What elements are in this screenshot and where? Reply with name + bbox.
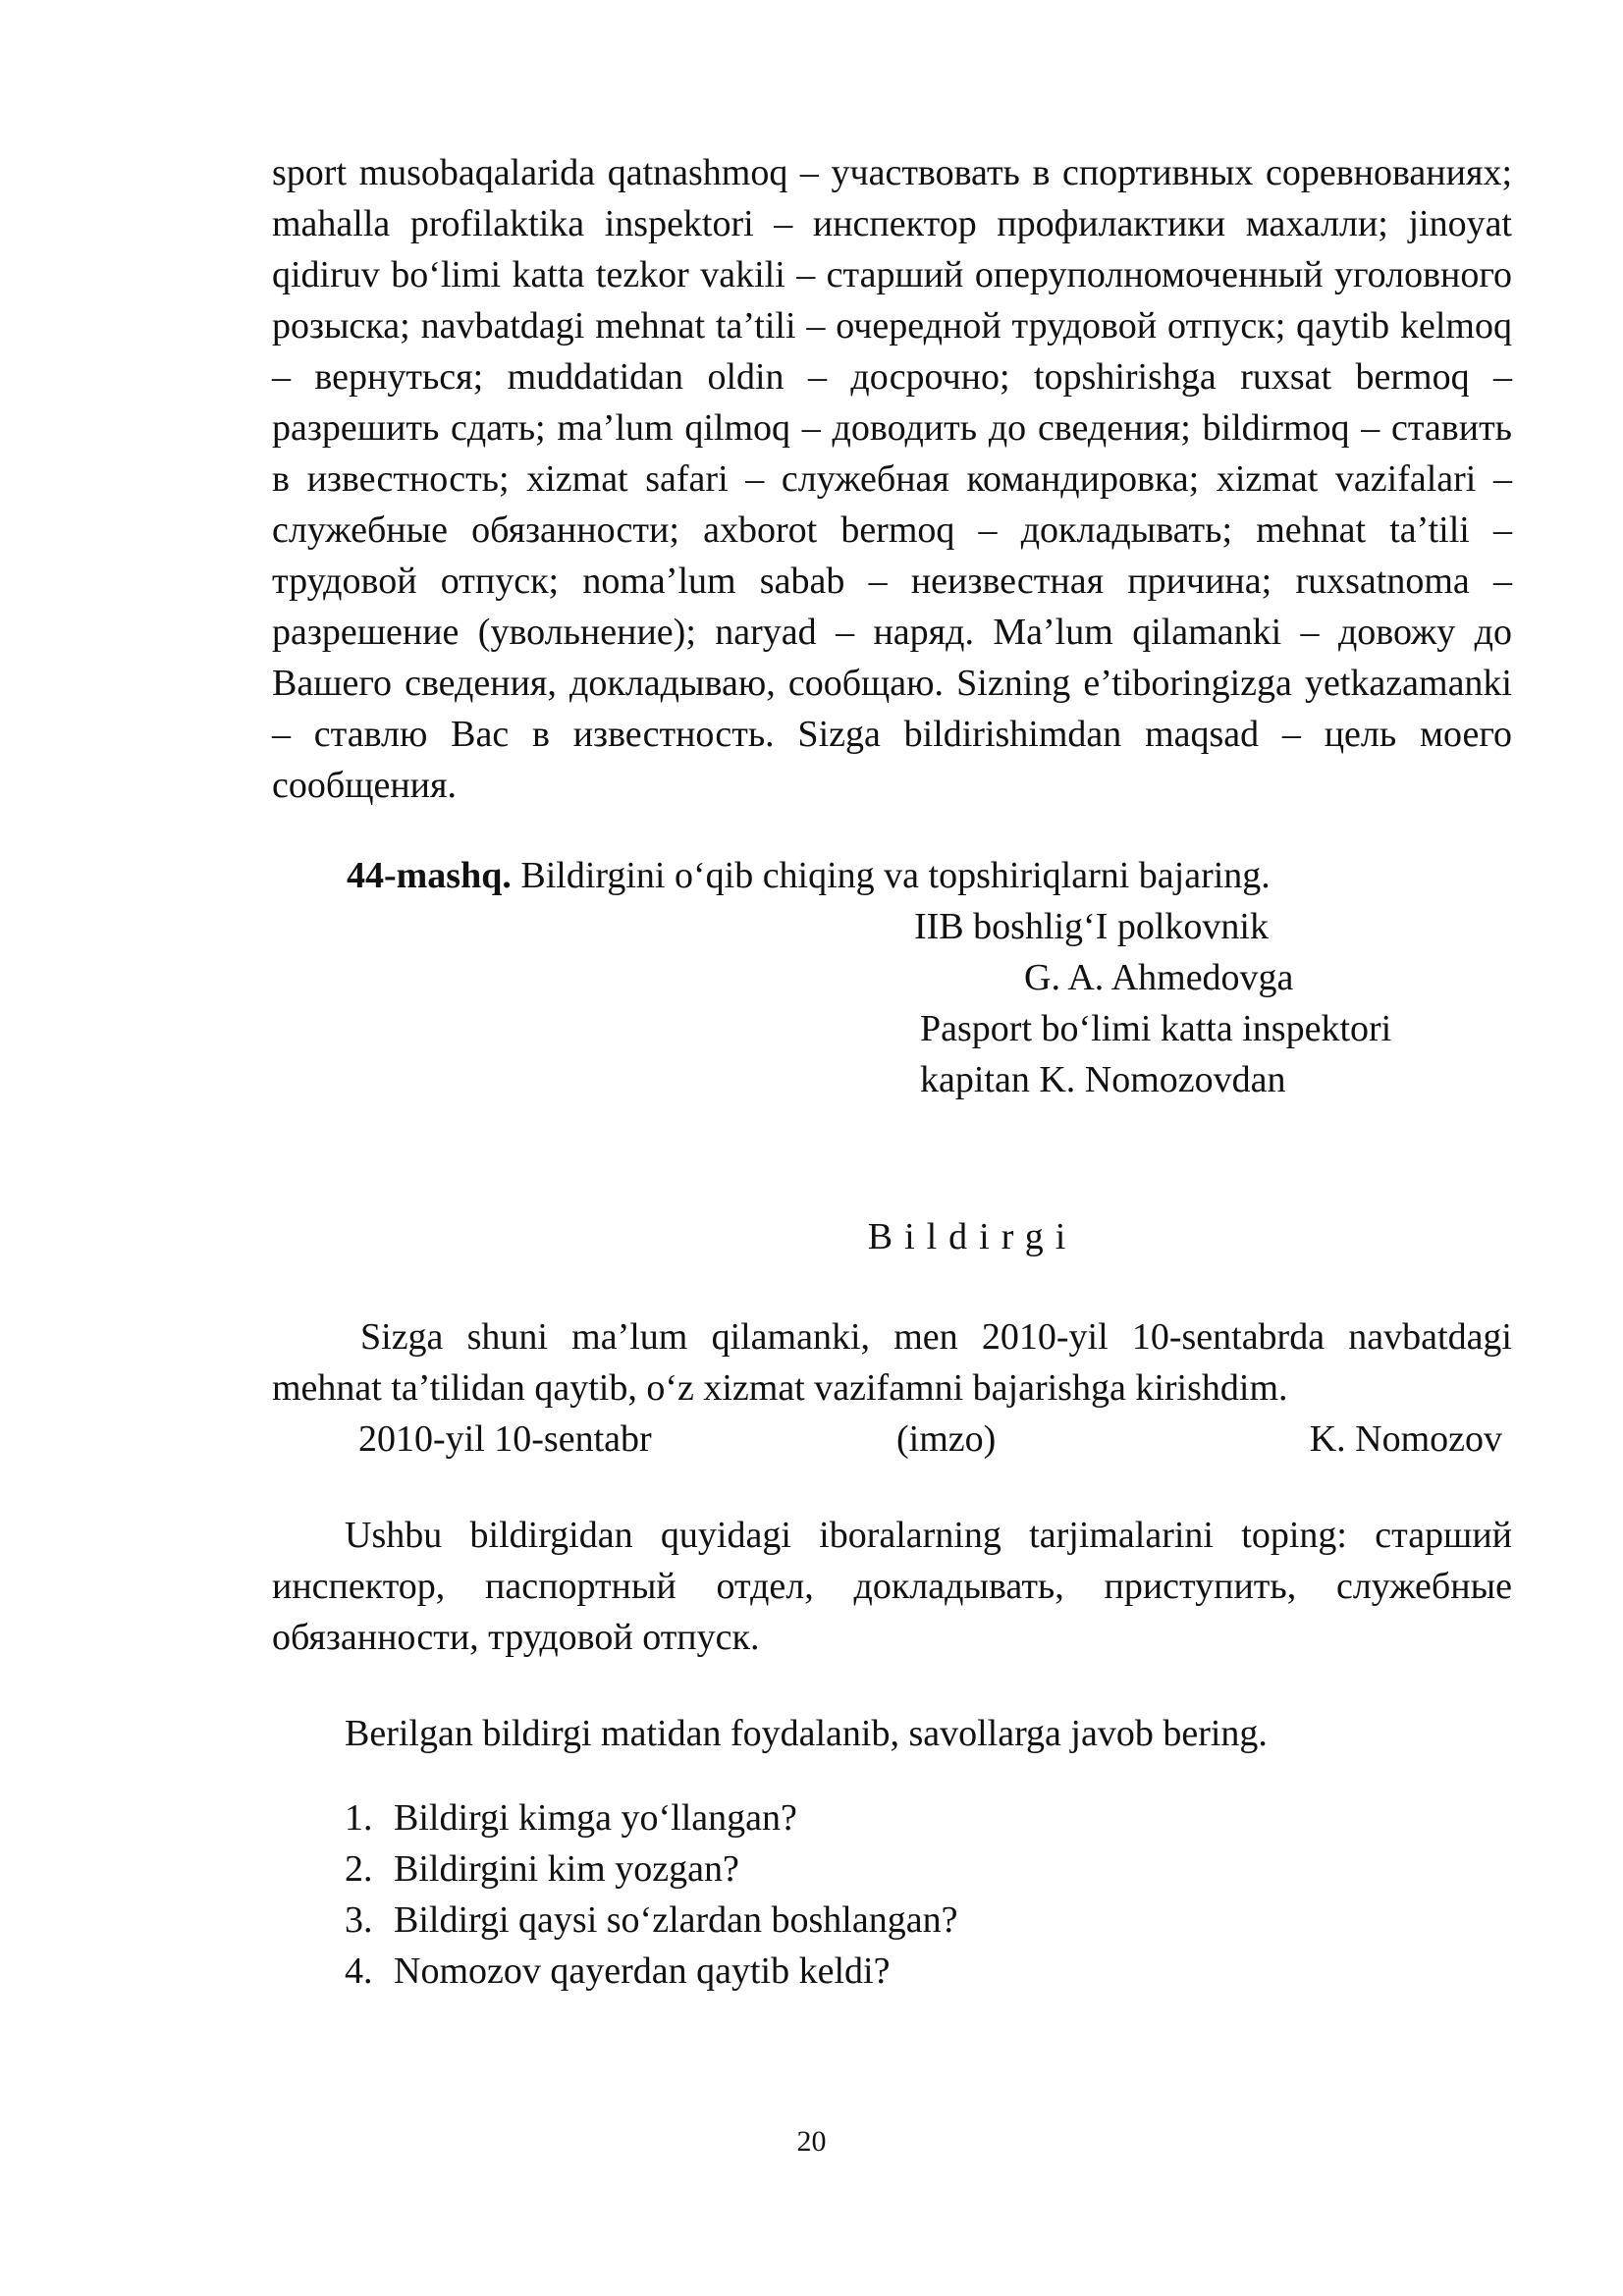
vocabulary-paragraph: sport musobaqalarida qatnashmoq – участвовать в спортивных соревнованиях; mahalla profilaktika inspektori – инспектор профилактики махалли; jinoyat qidiruv bo‘limi katta tezkor vakili – старший оперуполномоченный уголовного розыска; navbatdagi mehnat ta’tili – очередной трудовой отпуск; qaytib kelmoq – вернуться; muddatidan oldin – досрочно; topshirishga ruxsat bermoq – разрешить сдать; ma’lum qilmoq – доводить до сведения; bildirmoq – ставить в известность; xizmat safari – служебная командировка; xizmat vazifalari – служебные обязанности; axborot bermoq – докладывать; mehnat ta’tili – трудовой отпуск; noma’lum sabab – неизвестная причина; ruxsatnoma – разрешение (увольнение); naryad – наряд. Ma’lum qilamanki – довожу до Вашего сведения, докладываю, сообщаю. Sizning e’tiboringizga yetkazamanki – ставлю Вас в известность. Sizga bildirishimdan maqsad – цель моего сообщения.	[272, 152, 1512, 806]
addressee-line-3: Pasport bo‘limi katta inspektori	[920, 1008, 1392, 1049]
question-text: Nomozov qayerdan qaytib keldi?	[394, 1950, 891, 1992]
question-text: Bildirgi kimga yo‘llangan?	[394, 1797, 797, 1839]
list-item	[345, 1792, 1512, 1843]
exercise-number: 44-mashq.	[347, 855, 512, 896]
page-content	[272, 147, 1512, 1997]
list-item	[345, 1843, 1512, 1895]
document-body: Sizga shuni ma’lum qilamanki, men 2010-yil 10-sentabrda navbatdagi mehnat ta’tilidan qaytib, o‘z xizmat vazifamni bajarishga kirishdim.	[272, 1316, 1512, 1409]
document-title: Bildirgi	[867, 1216, 1078, 1257]
page-number: 20	[796, 2125, 827, 2158]
exercise-instruction: Bildirgini o‘qib chiqing va topshiriqlarni bajaring.	[520, 855, 1271, 896]
addressee-line-2: G. A. Ahmedovga	[1024, 957, 1294, 998]
signature-row	[272, 1414, 1512, 1465]
signature-placeholder: (imzo)	[896, 1418, 997, 1460]
addressee-line-4: kapitan K. Nomozovdan	[920, 1059, 1286, 1100]
question-text: Bildirgi qaysi so‘zlardan boshlangan?	[394, 1899, 958, 1941]
question-number: 3.	[345, 1899, 373, 1941]
task-translation: Ushbu bildirgidan quyidagi iboralarning tarjimalarini toping: старший инспектор, паспортный отдел, докладывать, приступить, служебные обязанности, трудовой отпуск.	[272, 1515, 1512, 1658]
signer-name: K. Nomozov	[1309, 1418, 1502, 1460]
questions-list	[272, 1792, 1512, 1997]
document-date: 2010-yil 10-sentabr	[358, 1418, 652, 1460]
question-number: 4.	[345, 1950, 373, 1992]
question-number: 2.	[345, 1848, 373, 1890]
question-number: 1.	[345, 1797, 373, 1839]
task-questions-intro: Berilgan bildirgi matidan foydalanib, savollarga javob bering.	[345, 1713, 1268, 1754]
addressee-block	[914, 901, 1512, 1105]
addressee-line-1: IIB boshlig‘I polkovnik	[914, 906, 1269, 947]
list-item	[345, 1895, 1512, 1946]
question-text: Bildirgini kim yozgan?	[394, 1848, 739, 1890]
exercise-heading	[347, 850, 1512, 901]
list-item	[345, 1946, 1512, 1997]
